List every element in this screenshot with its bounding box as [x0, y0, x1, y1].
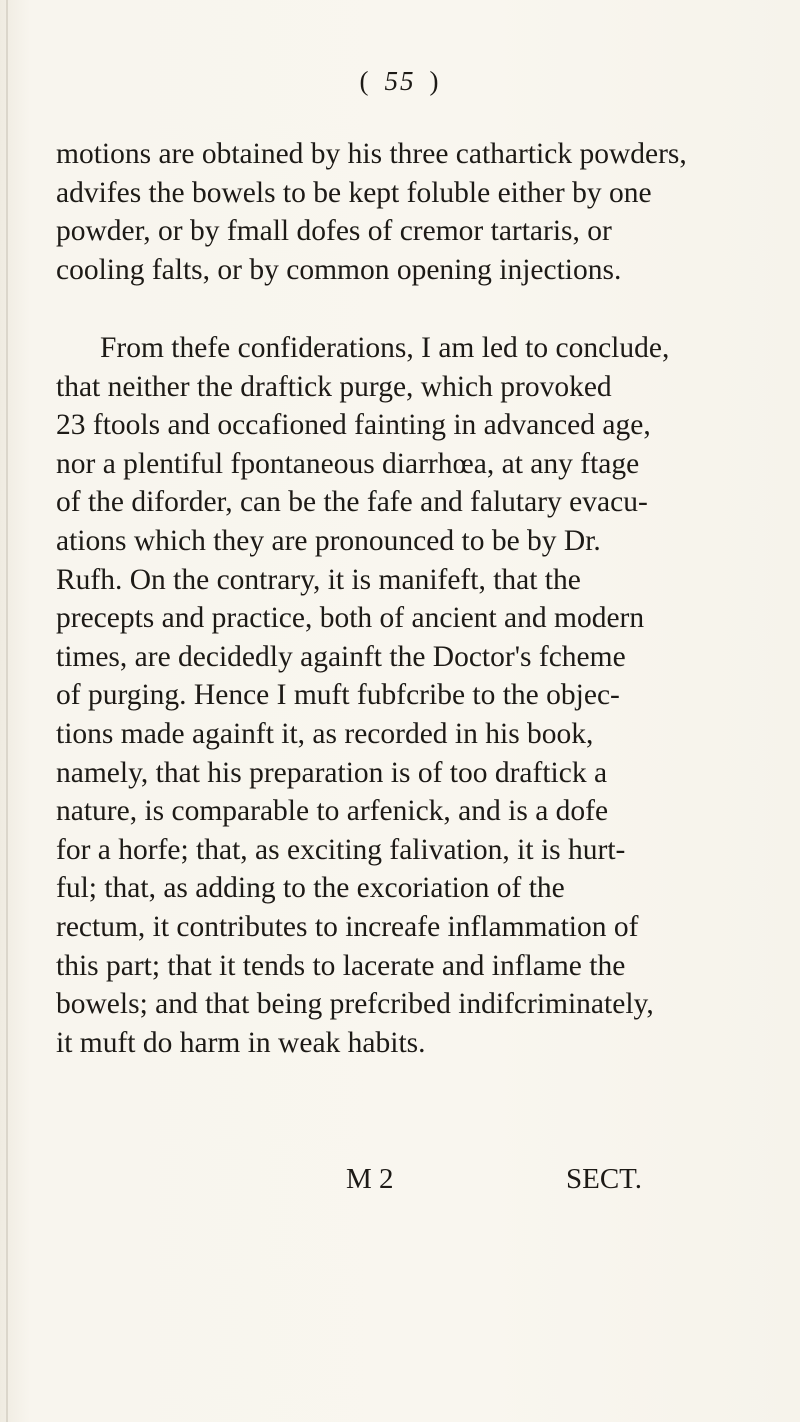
text-line: nature, is comparable to arfenick, and is a dofe [56, 795, 609, 828]
text-line: of purging. Hence I muft fubfcribe to the objec- [56, 679, 620, 712]
catchword: SECT. [566, 1163, 642, 1195]
page-header [0, 66, 800, 97]
text-line: nor a plentiful fpontaneous diarrhœa, at any ftage [56, 447, 640, 480]
text-line: ations which they are pronounced to be by Dr. [56, 524, 601, 557]
text-line: of the diforder, can be the fafe and falutary evacu- [56, 486, 648, 519]
text-line: advifes the bowels to be kept foluble either by one [56, 176, 652, 209]
text-line: precepts and practice, both of ancient and modern [56, 602, 645, 635]
text-line: rectum, it contributes to increafe inflammation of [56, 910, 639, 943]
text-line: ful; that, as adding to the excoriation of the [56, 872, 565, 905]
text-line: times, are decidedly againft the Doctor's fcheme [56, 640, 626, 673]
text-line: cooling falts, or by common opening injections. [56, 253, 622, 286]
page-gutter [6, 0, 8, 1422]
signature-mark: M 2 [346, 1163, 394, 1195]
text-line: this part; that it tends to lacerate and inflame the [56, 949, 626, 982]
paragraph-1 [56, 135, 766, 289]
text-line: tions made againft it, as recorded in his book, [56, 717, 594, 750]
text-line: for a horfe; that, as exciting falivation, it is hurt- [56, 833, 626, 866]
paragraph-2 [56, 329, 766, 1062]
text-line: From thefe confiderations, I am led to conclude, [100, 332, 670, 364]
text-line: namely, that his preparation is of too draftick a [56, 756, 608, 789]
text-line: it muft do harm in weak habits. [56, 1026, 426, 1059]
text-line: motions are obtained by his three cathartick powders, [56, 138, 687, 170]
text-line: powder, or by fmall dofes of cremor tartaris, or [56, 215, 612, 248]
close-paren: ) [429, 66, 441, 96]
text-line: 23 ftools and occafioned fainting in advanced age, [56, 409, 651, 442]
text-line: Rufh. On the contrary, it is manifeft, that the [56, 563, 581, 596]
open-paren: ( [359, 66, 371, 96]
text-line: that neither the draftick purge, which provoked [56, 370, 612, 403]
text-line: bowels; and that being prefcribed indifcriminately, [56, 988, 654, 1021]
page-number: 55 [384, 66, 416, 96]
